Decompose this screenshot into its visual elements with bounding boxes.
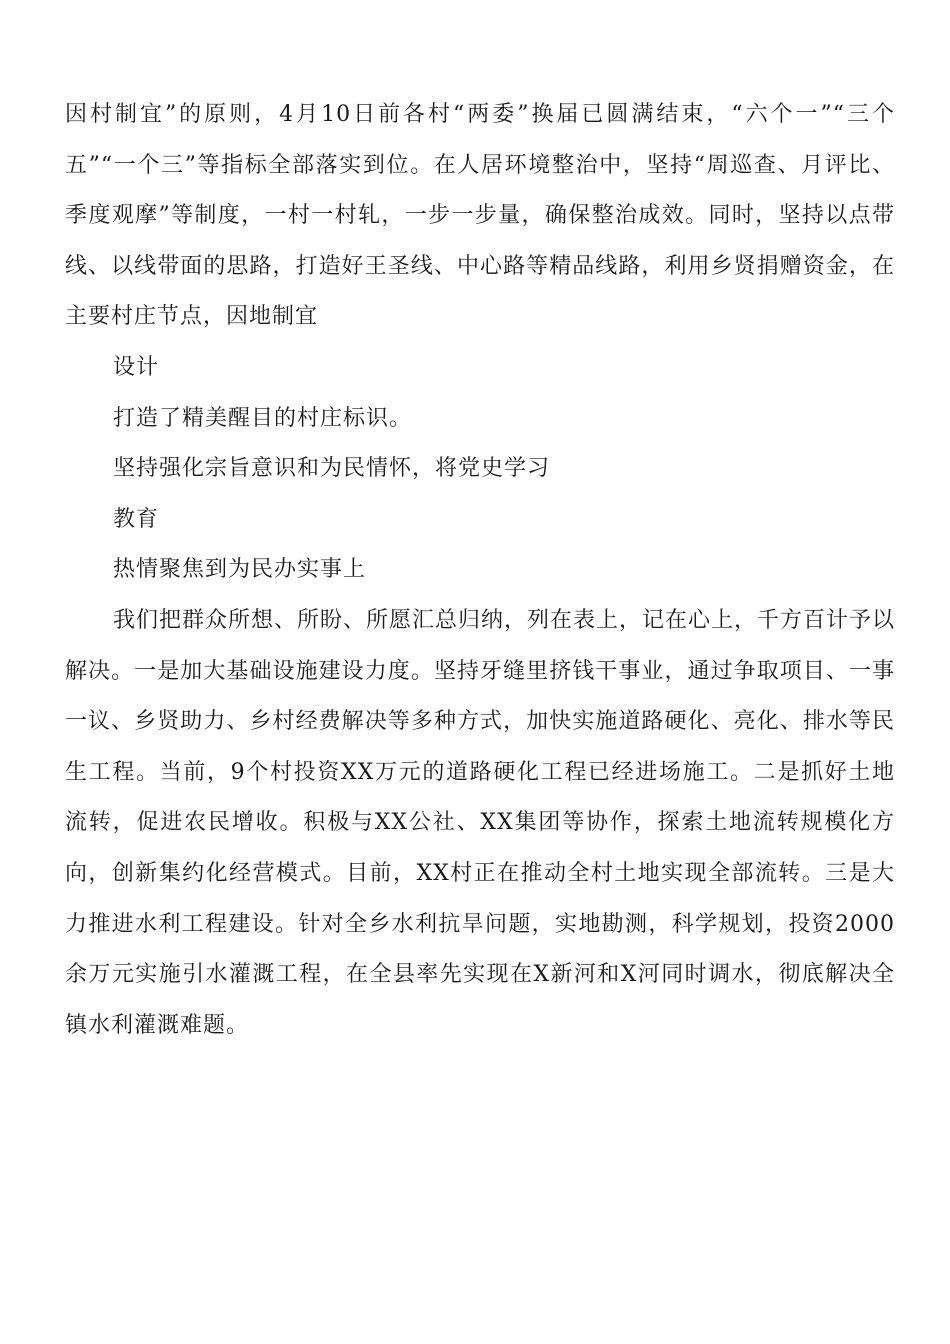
paragraph-main-body: 我们把群众所想、所盼、所愿汇总归纳，列在表上，记在心上，千方百计予以解决。一是加大基础设施建设力度。坚持牙缝里挤钱干事业，通过争取项目、一事一议、乡贤助力、乡村经费解决等多种方式，加快实施道路硬化、亮化、排水等民生工程。当前，9个村投资XX万元的道路硬化工程已经进场施工。二是抓好土地流转，促进农民增收。积极与XX公社、XX集团等协作，探索土地流转规模化方向，创新集约化经营模式。目前，XX村正在推动全村土地实现全部流转。三是大力推进水利工程建设。针对全乡水利抗旱问题，实地勘测，科学规划，投资2000余万元实施引水灌溉工程，在全县率先实现在X新河和X河同时调水，彻底解决全镇水利灌溉难题。 bbox=[65, 607, 896, 1038]
paragraph-design: 设计 bbox=[113, 354, 160, 380]
paragraph-practical-work: 热情聚焦到为民办实事上 bbox=[113, 557, 367, 583]
paragraph-village-sign: 打造了精美醒目的村庄标识。 bbox=[113, 405, 413, 431]
paragraph-party-history: 坚持强化宗旨意识和为民情怀，将党史学习 bbox=[113, 456, 551, 482]
paragraph-education: 教育 bbox=[113, 506, 160, 532]
paragraph-continuation: 因村制宜”的原则，4月10日前各村“两委”换届已圆满结束，“六个一”“三个五”“一个三”等指标全部落实到位。在人居环境整治中，坚持“周巡查、月评比、季度观摩”等制度，一村一村轧，一步一步量，确保整治成效。同时，坚持以点带线、以线带面的思路，打造好王圣线、中心路等精品线路，利用乡贤捐赠资金，在主要村庄节点，因地制宜 bbox=[65, 102, 895, 330]
document-page bbox=[65, 90, 895, 1051]
